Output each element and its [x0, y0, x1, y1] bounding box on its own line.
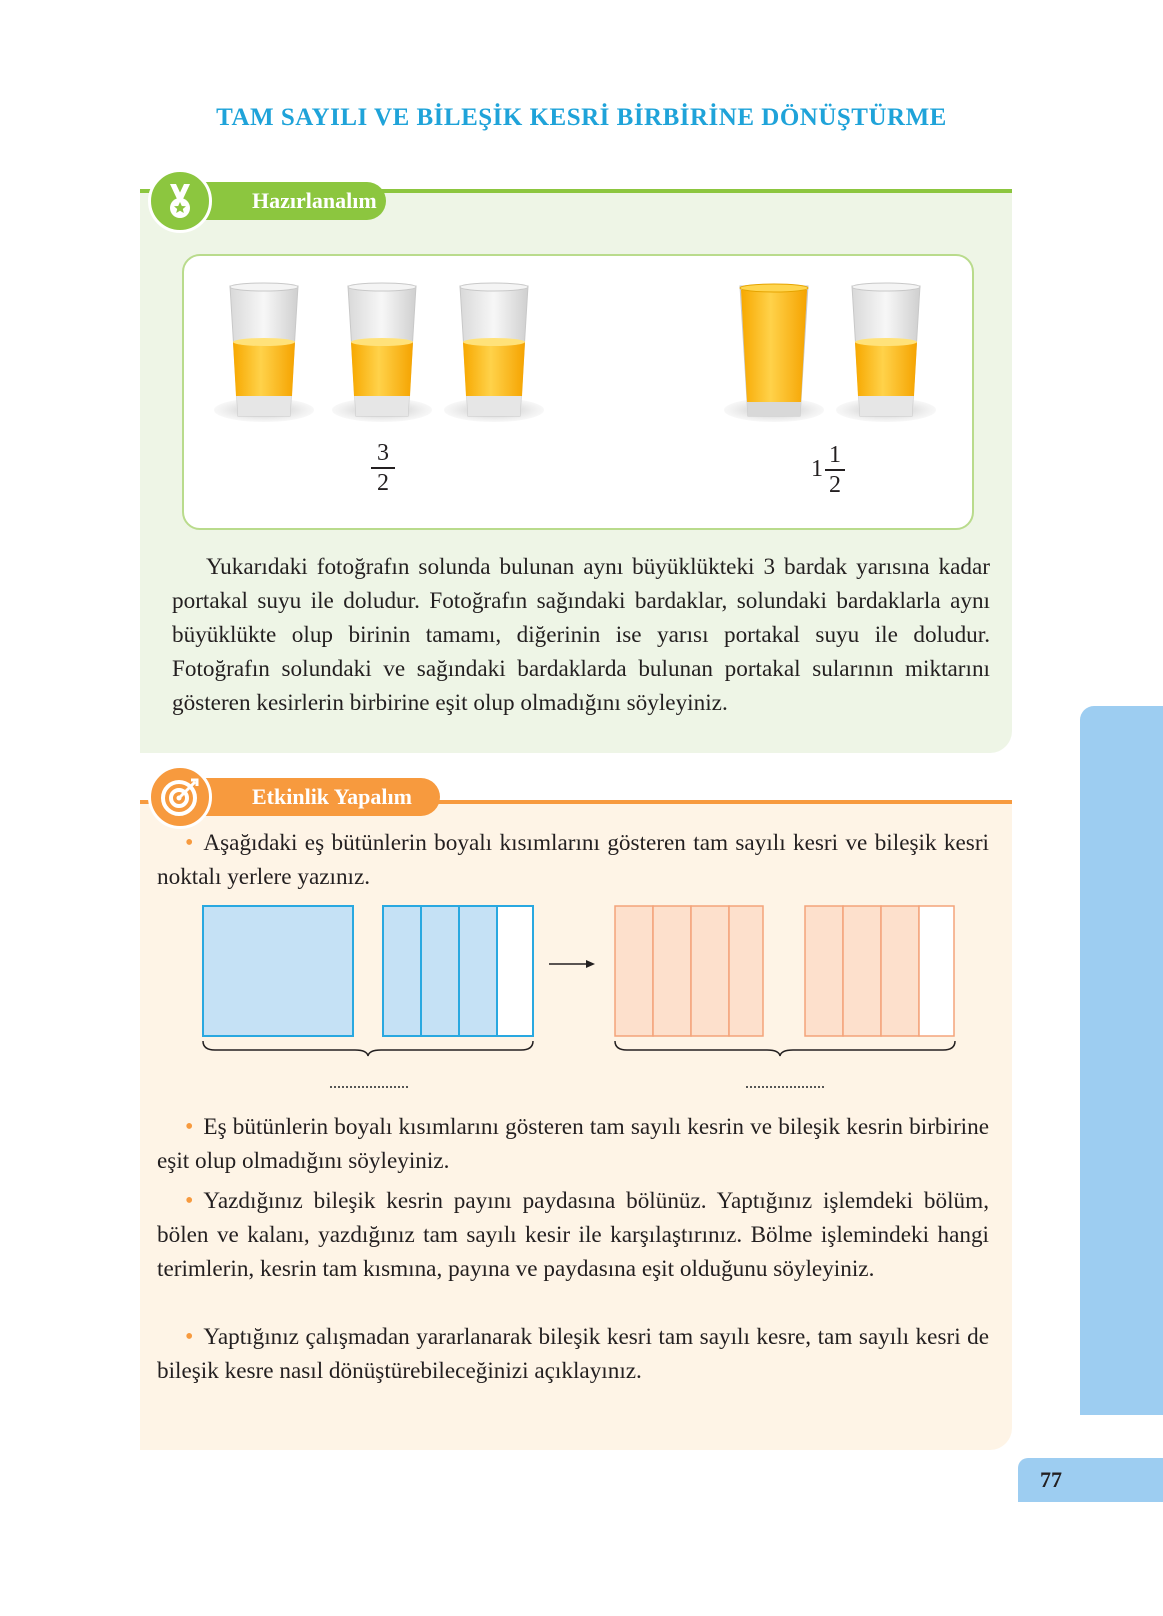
- activity-instruction-1: • Aşağıdaki eş bütünlerin boyalı kısımlarını gösteren tam sayılı kesri ve bileşik kesri noktalı yerlere yazınız.: [157, 830, 989, 890]
- activity-instruction-4: • Yaptığınız çalışmadan yararlanarak bileşik kesri tam sayılı kesre, tam sayılı kesri de bileşik kesre nasıl dönüştürebileceğinizi açıklayınız.: [157, 1324, 989, 1384]
- left-brace: [203, 1041, 533, 1056]
- preparation-paragraph: Yukarıdaki fotoğrafın solunda bulunan aynı büyüklükteki 3 bardak yarısına kadar portakal suyu ile doludur. Fotoğrafın sağındaki bardaklar, solundaki bardaklarla aynı büyüklükte olup birinin tamamı, diğerinin ise yarısı portakal suyu ile doludur. Fotoğrafın solundaki ve sağındaki bardaklarda bulunan portakal sularının miktarını gösteren kesirlerin birbirine eşit olup olmadığını söyleyiniz.: [172, 554, 990, 716]
- fraction-three-halves: 3 2: [371, 440, 395, 496]
- glass-half-3: [444, 283, 544, 422]
- glass-half-1: [214, 283, 314, 422]
- glass-half-2: [332, 283, 432, 422]
- right-brace: [615, 1041, 955, 1056]
- glass-half-4: [836, 283, 936, 422]
- answer-blank-left[interactable]: [330, 1086, 408, 1088]
- target-icon: [148, 765, 212, 829]
- fraction-one-and-half: 1 2: [825, 442, 845, 498]
- medal-icon: [148, 169, 212, 233]
- blue-full-rectangle: [203, 906, 353, 1036]
- activity-instruction-3: • Yazdığınız bileşik kesrin payını paydasına bölünüz. Yaptığınız işlemdeki bölüm, bölen ve kalanı, yazdığınız tam sayılı kesir ile karşılaştırınız. Bölme işlemindeki hangi terimlerin, kesrin tam kısmına, payına ve paydasına eşit olduğunu söyleyiniz.: [157, 1188, 989, 1282]
- fraction-rectangles-diagram: [195, 898, 965, 1058]
- mixed-whole: 1: [811, 456, 823, 482]
- arrow-icon: [586, 960, 595, 968]
- answer-blank-right[interactable]: [746, 1086, 824, 1088]
- orange-juice-glasses-illustration: [184, 256, 972, 528]
- activity-heading: Etkinlik Yapalım: [180, 778, 440, 816]
- glasses-photo-frame: [182, 254, 974, 530]
- page-title: TAM SAYILI VE BİLEŞİK KESRİ BİRBİRİNE DÖNÜŞTÜRME: [216, 104, 947, 131]
- preparation-heading: Hazırlanalım: [180, 182, 386, 220]
- side-tab: [1080, 706, 1163, 1415]
- page-number: 77: [1018, 1458, 1163, 1502]
- activity-instruction-2: • Eş bütünlerin boyalı kısımlarını gösteren tam sayılı kesrin ve bileşik kesrin birbirine eşit olup olmadığını söyleyiniz.: [157, 1114, 989, 1174]
- glass-full: [724, 284, 824, 422]
